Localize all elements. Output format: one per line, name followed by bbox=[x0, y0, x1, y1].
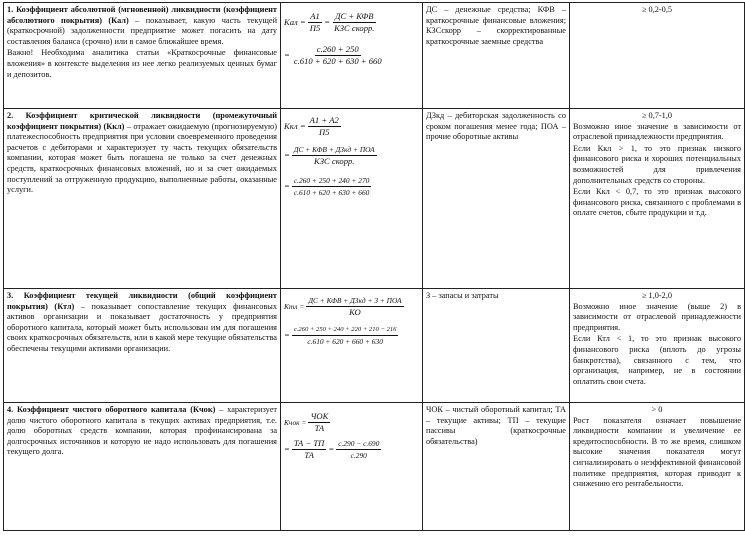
ratio-title: 3. Коэффициент текущей ликвидности (общий коэффициент покрытия) (Ктл) bbox=[7, 291, 277, 311]
normative-text: Если Ктл < 1, то это признак высокого финансового риска (вплоть до угрозы банкротства), связанного с тем, что организация, например, не в состоянии оплатить свои счета. bbox=[573, 334, 741, 386]
ratio-title: 4. Коэффициент чистого оборотного капитала (Кчок) bbox=[7, 405, 216, 414]
formula-numerator: А1 bbox=[310, 11, 320, 21]
normative-value: ≥ 1,0-2,0 bbox=[641, 291, 673, 300]
notation-cell: З – запасы и затраты bbox=[423, 289, 570, 403]
normative-text: Если Ккл < 0,7, то это признак высокого финансового риска, связанного с проблемами в оплате счетов, сбыте продукции и т.д. bbox=[573, 187, 741, 218]
formula-numerator: ТА − ТП bbox=[293, 438, 325, 448]
formula-cell: Kкл = $\frac{А1 + А2}{П5}$ = $\frac{\text{ДС + КФВ + ДЗкд + ПОА}}{\text{КЗС скорр.}}$ = $\frac{с.260 + 250 + 240 + 270}{с.610 + 620 + 630 + 660}$ bbox=[281, 109, 423, 289]
formula-lhs: Kкл = bbox=[284, 121, 306, 131]
normative-text: Рост показателя означает повышение ликвидности компании и увеличение ее кредитоспособности. В то же время, слишком высокие значения показателя могут сигнализировать о неэффективной финансовой политике предприятия, которая приводит к снижению его рентабельности. bbox=[573, 415, 741, 489]
ratio-text: – показывает, какую часть текущей (краткосрочной) задолженности предприятие может погасить на дату составления баланса (срочно) или в самое ближайшее время. bbox=[7, 15, 278, 46]
formula-numerator: с.260 + 250 bbox=[316, 44, 359, 54]
ratio-text: – показывает сопоставление текущих финансовых активов организации и показывает достаточность у предприятия оборотного капитала, который может быть использован им для погашения своих краткосрочных обязательств, или в какой мере текущие обязательства обеспечены текущими активами организации. bbox=[7, 301, 278, 353]
formula-denominator: с.290 bbox=[350, 451, 367, 460]
normative-value: ≥ 0,7-1,0 bbox=[641, 111, 673, 120]
formula-denominator: ТА bbox=[304, 450, 314, 460]
ratio-note: Важно! Необходима аналитика статьи «Краткосрочные финансовые вложения» в контексте выделения из нее легко реализуемых ценных бумаг и депозитов. bbox=[7, 48, 277, 79]
formula-denominator: КО bbox=[349, 307, 361, 317]
formula-numerator: ДС + КФВ + ДЗкд + ПОА bbox=[293, 145, 375, 154]
formula-numerator: ДС + КФВ bbox=[335, 11, 374, 21]
normative-cell bbox=[570, 289, 745, 403]
formula-cell: Kтл = $\frac{\text{ДС + КФВ + ДЗкд + З + ПОА}}{КО}$ = $\frac{с.260 + 250 + 240 + 220 + 210 - 216}{с.610 + 620 + 660 + 630}$ bbox=[281, 289, 423, 403]
formula-equals: = bbox=[324, 17, 331, 27]
normative-value: > 0 bbox=[651, 405, 663, 414]
formula-denominator: П5 bbox=[318, 127, 330, 137]
normative-text: Возможно иное значение (выше 2) в зависимости от отраслевой принадлежности предприятия. bbox=[573, 301, 741, 332]
ratio-text: – отражает ожидаемую (прогнозируемую) платежеспособность предприятия при условии своевременного проведения расчетов с дебиторами и характеризует ту часть текущих обязательств компании, которая может быть погашена не только за счет денежных средств, краткосрочных финансовых вложений, но и за счет ожидаемых поступлений за отгруженную продукцию, выполненные работы, оказанные услуги. bbox=[7, 121, 277, 195]
notation-cell: ДЗкд – дебиторская задолженность со сроком погашения менее года; ПОА – прочие оборотные активы bbox=[423, 109, 570, 289]
formula-numerator: с.260 + 250 + 240 + 270 bbox=[293, 176, 370, 185]
normative-cell bbox=[570, 109, 745, 289]
formula-numerator: с.290 − с.690 bbox=[338, 439, 380, 448]
normative-value: ≥ 0,2-0,5 bbox=[570, 3, 745, 109]
formula-lhs: Kтл = bbox=[284, 302, 305, 311]
table-row bbox=[4, 289, 745, 403]
formula-cell: Kчок = $\frac{\text{ЧОК}}{ТА}$ = $\frac{ТА - ТП}{ТА}$ = $\frac{с.290 - с.690}{с.290}$ bbox=[281, 403, 423, 531]
formula-denominator: КЗС скорр. bbox=[314, 156, 355, 166]
table-row bbox=[4, 403, 745, 531]
ratio-description-cell bbox=[4, 289, 281, 403]
normative-text: Если Ккл > 1, то это признак низкого финансового риска и хороших потенциальных возможностей для привлечения дополнительных средств со стороны. bbox=[573, 143, 741, 185]
notation-cell: ЧОК – чистый оборотный капитал; ТА – текущие активы; ТП – текущие пассивы (краткосрочные обязательства) bbox=[423, 403, 570, 531]
liquidity-ratios-table bbox=[3, 2, 745, 531]
formula-denominator: с.610 + 620 + 630 + 660 bbox=[293, 56, 382, 66]
formula-numerator: А1 + А2 bbox=[309, 115, 339, 125]
formula-denominator: с.610 + 620 + 660 + 630 bbox=[307, 337, 383, 346]
formula-denominator: П5 bbox=[309, 23, 321, 33]
normative-text: Возможно иное значение в зависимости от отраслевой принадлежности предприятия. bbox=[573, 121, 741, 142]
table-row bbox=[4, 109, 745, 289]
ratio-description-cell bbox=[4, 403, 281, 531]
notation-cell: ДС – денежные средства; КФВ – краткосрочные финансовые вложения; КЗСскорр – скорректированные краткосрочные заемные средства bbox=[423, 3, 570, 109]
ratio-title: 1. Коэффициент абсолютной (мгновенной) ликвидности (коэффициент абсолютного покрытия) (Кал) bbox=[7, 5, 277, 25]
liquidity-table-sheet bbox=[3, 2, 741, 537]
formula-denominator: с.610 + 620 + 630 + 660 bbox=[293, 188, 370, 197]
normative-cell bbox=[570, 403, 745, 531]
ratio-title: 2. Коэффициент критической ликвидности (промежуточный коэффициент покрытия) (Ккл) bbox=[7, 111, 277, 131]
formula-cell: Kал = $\frac{А1}{П5}$ = $\frac{\text{ДС + КФВ}}{\text{КЗС скорр.}}$ = $\frac{с.260 + 250}{с.610 + 620 + 630 + 660}$ bbox=[281, 3, 423, 109]
formula-lhs: Kал = bbox=[284, 17, 306, 27]
formula-numerator: ДС + КФВ + ДЗкд + З + ПОА bbox=[308, 296, 402, 305]
table-row bbox=[4, 3, 745, 109]
formula-numerator: ЧОК bbox=[310, 411, 329, 421]
ratio-text: – характеризует долю чистого оборотного капитала в текущих активах предприятия, т.е. долю оборотных средств компании, которая профинансирована за долгосрочных источников и которую не надо использовать для погашения текущего долга. bbox=[7, 405, 277, 457]
ratio-description-cell bbox=[4, 109, 281, 289]
formula-numerator: с.260 + 250 + 240 + 220 + 210 − 216 bbox=[292, 324, 399, 336]
ratio-description-cell bbox=[4, 3, 281, 109]
formula-lhs: Kчок = bbox=[284, 418, 307, 427]
formula-denominator: КЗС скорр. bbox=[334, 23, 375, 33]
formula-denominator: ТА bbox=[314, 423, 325, 433]
